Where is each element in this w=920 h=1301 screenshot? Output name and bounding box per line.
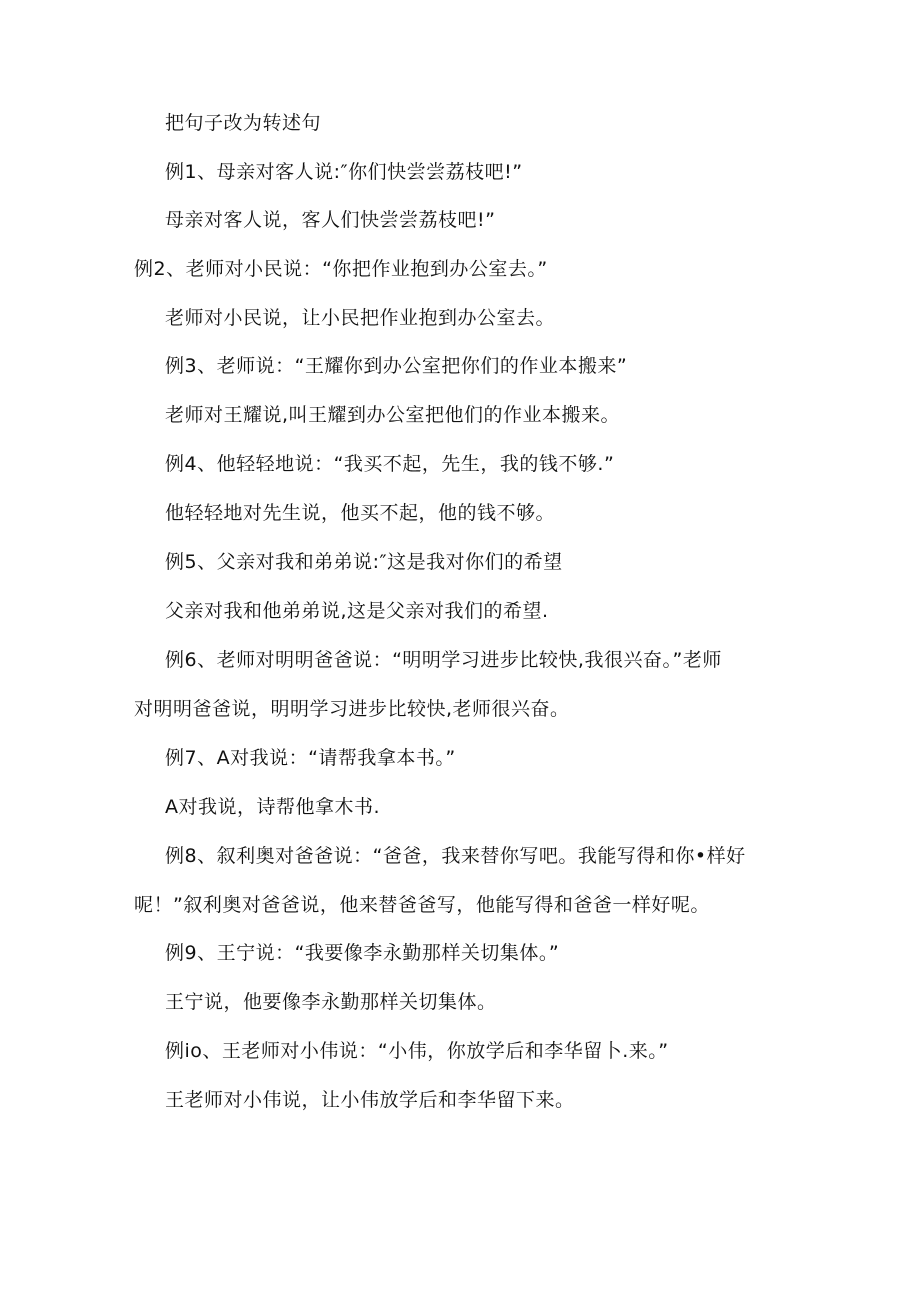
text-line: 例8、叙利奥对爸爸说：“爸爸，我来替你写吧。我能写得和你•样好: [165, 845, 746, 867]
text-line: 例5、父亲对我和弟弟说:″这是我对你们的希望: [165, 551, 563, 573]
text-line: 例3、老师说：“王耀你到办公室把你们的作业本搬来”: [165, 355, 628, 377]
text-line: 母亲对客人说，客人们快尝尝荔枝吧!”: [165, 209, 496, 231]
text-line: A对我说，诗帮他拿木书.: [165, 796, 381, 818]
text-line: 例4、他轻轻地说：“我买不起，先生，我的钱不够.”: [165, 453, 615, 475]
text-line: 呢！”叙利奥对爸爸说，他来替爸爸写，他能写得和爸爸一样好呢。: [134, 894, 710, 916]
text-line: 父亲对我和他弟弟说,这是父亲对我们的希望.: [165, 600, 549, 622]
text-line: 老师对王耀说,叫王耀到办公室把他们的作业本搬来。: [165, 404, 621, 426]
text-line: 例1、母亲对客人说:″你们快尝尝荔枝吧!”: [165, 161, 523, 183]
text-line: 王宁说，他要像李永勤那样关切集体。: [165, 991, 497, 1013]
text-line: 例9、王宁说：“我要像李永勤那样关切集体。”: [165, 942, 560, 964]
text-line: 对明明爸爸说，明明学习进步比较快,老师很兴奋。: [134, 698, 570, 720]
text-line: 例7、A对我说：“请帮我拿本书。”: [165, 747, 456, 769]
text-line: 例io、王老师对小伟说：“小伟，你放学后和李华留卜.来。”: [165, 1040, 669, 1062]
text-line: 例2、老师对小民说：“你把作业抱到办公室去。”: [134, 258, 548, 280]
text-line: 王老师对小伟说，让小伟放学后和李华留下来。: [165, 1089, 575, 1111]
text-line: 例6、老师对明明爸爸说：“明明学习进步比较快,我很兴奋。”老师: [165, 649, 722, 671]
text-line: 他轻轻地对先生说，他买不起，他的钱不够。: [165, 502, 556, 524]
document-title: 把句子改为转述句: [165, 112, 322, 134]
text-line: 老师对小民说，让小民把作业抱到办公室去。: [165, 307, 556, 329]
